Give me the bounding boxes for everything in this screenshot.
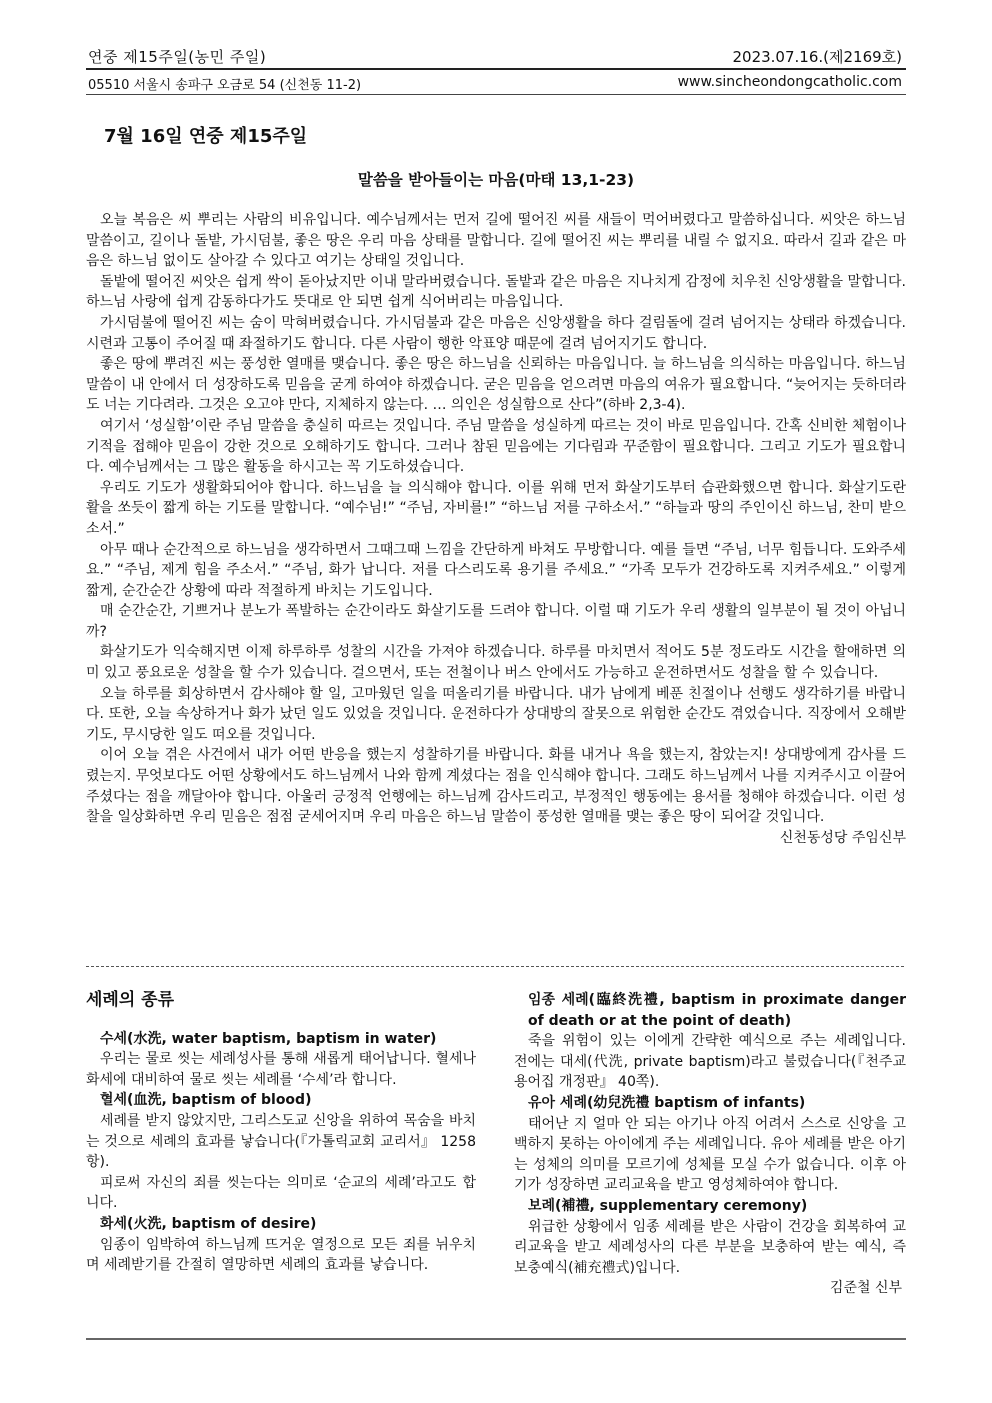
sermon-signature: 신천동성당 주임신부 xyxy=(779,829,906,846)
sermon-paragraph: 오늘 하루를 회상하면서 감사해야 할 일, 고마웠던 일을 떠올리기를 바랍니다. 내가 남에게 베푼 친절이나 선행도 생각하기를 바랍니다. 또한, 오늘 속상하거나 화가 났던 일도 있었을 것입니다. 운전하다가 상대방의 잘못으로 위험한 순간도 겪었습니다. 직장에서 오해받기도, 무시당한 일도 떠오를 것입니다. xyxy=(86,685,906,743)
baptism-type-heading: 수세(水洗, water baptism, baptism in water) xyxy=(100,1030,437,1047)
bottom-rule xyxy=(86,1338,906,1340)
baptism-type-text: 우리는 물로 씻는 세례성사를 통해 새롭게 태어납니다. 혈세나 화세에 대비하여 물로 씻는 세례를 ‘수세’라 합니다. xyxy=(86,1051,476,1088)
sermon-paragraph: 매 순간순간, 기쁘거나 분노가 폭발하는 순간이라도 화살기도를 드려야 합니다. 이럴 때 기도가 우리 생활의 일부분이 될 것이 아닙니까? xyxy=(86,603,906,640)
sermon-title: 말씀을 받아들이는 마음(마태 13,1-23) xyxy=(357,171,635,189)
sermon-last-text: 이어 오늘 겪은 사건에서 내가 어떤 반응을 했는지 성찰하기를 바랍니다. 화를 내거나 욕을 했는지, 참았는지! 상대방에게 감사를 드렸는지. 무엇보다도 어떤 상황에서도 하느님께서 나와 함께 계셨다는 점을 인식해야 합니다. 그래도 하느님께서 나를 지켜주시고 이끌어주셨다는 점을 깨달아야 합니다. 아울러 긍정적 언행에는 하느님께 감사드리고, 부정적인 행동에는 용서를 청해야 하겠습니다. 이런 성찰을 일상화하면 우리 믿음은 점점 굳세어지며 우리 마음은 하느님 말씀이 풍성한 열매를 맺는 좋은 땅이 되어갈 것입니다. xyxy=(86,747,906,826)
sermon-body xyxy=(86,210,906,848)
section-divider xyxy=(86,966,904,967)
sermon-paragraph: 여기서 ‘성실함’이란 주님 말씀을 충실히 따르는 것입니다. 주님 말씀을 성실하게 따르는 것이 바로 믿음입니다. 간혹 신비한 체험이나 기적을 접해야 믿음이 강한 것으로 오해하기도 합니다. 그러나 참된 믿음에는 기다림과 꾸준함이 필요합니다. 그리고 기도가 필요합니다. 예수님께서는 그 많은 활동을 하시고는 꼭 기도하셨습니다. xyxy=(86,417,906,476)
baptism-type-heading: 혈세(血洗, baptism of blood) xyxy=(100,1092,312,1109)
sermon-paragraph: 가시덤불에 떨어진 씨는 숨이 막혀버렸습니다. 가시덤불과 같은 마음은 신앙생활을 하다 걸림돌에 걸려 넘어지는 상태라 하겠습니다. 시련과 고통이 주어질 때 좌절하기도 합니다. 다른 사람이 행한 악표양 때문에 걸려 넘어지기도 합니다. xyxy=(86,314,906,352)
parish-address: 05510 서울시 송파구 오금로 54 (신천동 11-2) xyxy=(88,78,362,93)
baptism-type-heading: 유아 세례(幼兒洗禮 baptism of infants) xyxy=(528,1094,806,1111)
sunday-name: 연중 제15주일(농민 주일) xyxy=(88,48,267,66)
sermon-paragraph: 아무 때나 순간적으로 하느님을 생각하면서 그때그때 느낌을 간단하게 바쳐도 무방합니다. 예를 들면 “주님, 너무 힘듭니다. 도와주세요.” “주님, 제게 힘을 주소서.” “주님, 화가 납니다. 저를 다스리도록 용기를 주세요.” “가족 모두가 건강하도록 지켜주세요.” 이렇게 짧게, 순간순간 상황에 따라 적절하게 바치는 기도입니다. xyxy=(86,541,906,599)
baptism-right-column xyxy=(514,990,906,1299)
baptism-left-column xyxy=(86,990,476,1276)
sermon-paragraph: 오늘 복음은 씨 뿌리는 사람의 비유입니다. 예수님께서는 먼저 길에 떨어진 씨를 새들이 먹어버렸다고 말씀하십니다. 씨앗은 하느님 말씀이고, 길이나 돌밭, 가시덤불, 좋은 땅은 우리 마음 상태를 말합니다. 길에 떨어진 씨는 뿌리를 내릴 수 없지요. 따라서 길과 같은 마음은 하느님 없이도 살아갈 수 있다고 여기는 상태일 것입니다. xyxy=(86,212,906,270)
date-title: 7월 16일 연중 제15주일 xyxy=(104,126,308,147)
baptism-type-text: 태어난 지 얼마 안 되는 아기나 아직 어려서 스스로 신앙을 고백하지 못하는 아이에게 주는 세례입니다. 유아 세례를 받은 아기는 성체의 의미를 모르기에 성체를 모실 수가 없습니다. 이후 아기가 성장하면 교리교육을 받고 영성체하여야 합니다. xyxy=(514,1115,906,1194)
baptism-type-heading: 보례(補禮, supplementary ceremony) xyxy=(528,1197,808,1214)
baptism-type-text: 세례를 받지 않았지만, 그리스도교 신앙을 위하여 목숨을 바치는 것으로 세례의 효과를 낳습니다(『가톨릭교회 교리서』 1258항). xyxy=(86,1112,476,1171)
header-top xyxy=(86,44,906,70)
website-link[interactable]: www.sincheondongcatholic.com xyxy=(677,74,902,90)
header-address-bar xyxy=(86,72,906,95)
baptism-type-text: 피로써 자신의 죄를 씻는다는 의미로 ‘순교의 세례’라고도 합니다. xyxy=(86,1174,476,1212)
baptism-type-text: 죽을 위험이 있는 이에게 간략한 예식으로 주는 세례입니다. 전에는 대세(代洗, private baptism)라고 불렀습니다(『천주교 용어집 개정판』 40쪽). xyxy=(514,1033,906,1091)
sermon-paragraph xyxy=(86,745,906,846)
baptism-type-heading: 화세(火洗, baptism of desire) xyxy=(100,1215,317,1232)
sermon-paragraph: 화살기도가 익숙해지면 이제 하루하루 성찰의 시간을 가져야 하겠습니다. 하루를 마치면서 적어도 5분 정도라도 시간을 할애하면 의미 있고 풍요로운 성찰을 할 수가 있습니다. 걸으면서, 또는 전철이나 버스 안에서도 가능하고 운전하면서도 성찰을 할 수 있습니다. xyxy=(86,644,906,682)
article-author: 김준철 신부 xyxy=(829,1280,902,1297)
issue-date: 2023.07.16.(제2169호) xyxy=(732,48,902,66)
section-title: 세례의 종류 xyxy=(86,990,175,1010)
sermon-paragraph: 우리도 기도가 생활화되어야 합니다. 하느님을 늘 의식해야 합니다. 이를 위해 먼저 화살기도부터 습관화했으면 합니다. 화살기도란 활을 쏘듯이 짧게 하는 기도를 말합니다. “예수님!” “주님, 자비를!” “하느님 저를 구하소서.” “하늘과 땅의 주인이신 하느님, 찬미 받으소서.” xyxy=(86,479,906,537)
baptism-type-text: 임종이 임박하여 하느님께 뜨거운 열정으로 모든 죄를 뉘우치며 세례받기를 간절히 열망하면 세례의 효과를 낳습니다. xyxy=(86,1236,476,1274)
sermon-paragraph: 돌밭에 떨어진 씨앗은 쉽게 싹이 돋아났지만 이내 말라버렸습니다. 돌밭과 같은 마음은 지나치게 감정에 치우친 신앙생활을 말합니다. 하느님 사랑에 쉽게 감동하다가도 뜻대로 안 되면 쉽게 식어버리는 마음입니다. xyxy=(86,273,906,311)
sermon-paragraph: 좋은 땅에 뿌려진 씨는 풍성한 열매를 맺습니다. 좋은 땅은 하느님을 신뢰하는 마음입니다. 늘 하느님을 의식하는 마음입니다. 하느님 말씀이 내 안에서 더 성장하도록 믿음을 굳게 하여야 하겠습니다. 굳은 믿음을 얻으려면 마음의 여유가 필요합니다. “늦어지는 듯하더라도 너는 기다려라. 그것은 오고야 만다, 지체하지 않는다. … 의인은 성실함으로 산다”(하바 2,3-4). xyxy=(86,356,906,414)
baptism-type-text: 위급한 상황에서 임종 세례를 받은 사람이 건강을 회복하여 교리교육을 받고 세례성사의 다른 부분을 보충하여 받는 예식, 즉 보충예식(補充禮式)입니다. xyxy=(514,1218,906,1276)
baptism-type-heading: 임종 세례(臨終洗禮, baptism in proximate danger of death or at the point of death) xyxy=(528,992,906,1029)
